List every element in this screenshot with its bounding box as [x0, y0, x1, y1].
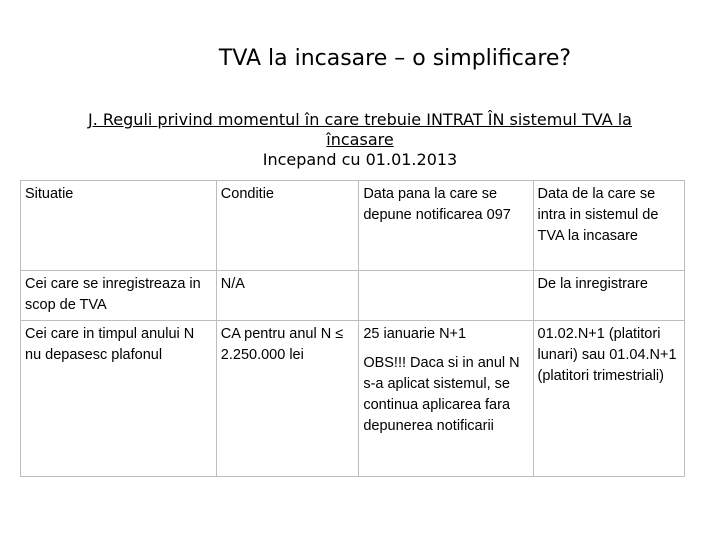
- table-row: [21, 321, 685, 477]
- cell-data-intrare: De la inregistrare: [533, 271, 685, 321]
- cell-situatie: Cei care in timpul anului N nu depasesc plafonul: [21, 321, 217, 477]
- cell-data-intrare: 01.02.N+1 (platitori lunari) sau 01.04.N+1 (platitori trimestriali): [533, 321, 685, 477]
- header-conditie: Conditie: [216, 181, 359, 271]
- cell-conditie: N/A: [216, 271, 359, 321]
- table-row: [21, 271, 685, 321]
- slide-subtitle: [20, 110, 700, 170]
- cell-data-notificare-value: 25 ianuarie N+1: [363, 326, 467, 342]
- rules-table: [20, 180, 685, 477]
- header-situatie: Situatie: [21, 181, 217, 271]
- subtitle-line-2: încasare: [326, 130, 394, 149]
- header-data-intrare: Data de la care se intra in sistemul de TVA la incasare: [533, 181, 685, 271]
- table-header-row: [21, 181, 685, 271]
- cell-data-notificare: [359, 271, 533, 321]
- cell-data-notificare: [359, 321, 533, 477]
- cell-data-notificare-note: OBS!!! Daca si in anul N s-a aplicat sistemul, se continua aplicarea fara depunerea notificarii: [363, 355, 520, 434]
- subtitle-line-3: Incepand cu 01.01.2013: [262, 150, 458, 169]
- header-data-notificare: Data pana la care se depune notificarea 097: [359, 181, 533, 271]
- slide-title: TVA la incasare – o simplificare?: [218, 46, 572, 71]
- subtitle-line-1: J. Reguli privind momentul în care trebuie INTRAT ÎN sistemul TVA la: [88, 110, 632, 129]
- cell-situatie: Cei care se inregistreaza in scop de TVA: [21, 271, 217, 321]
- cell-conditie: CA pentru anul N ≤ 2.250.000 lei: [216, 321, 359, 477]
